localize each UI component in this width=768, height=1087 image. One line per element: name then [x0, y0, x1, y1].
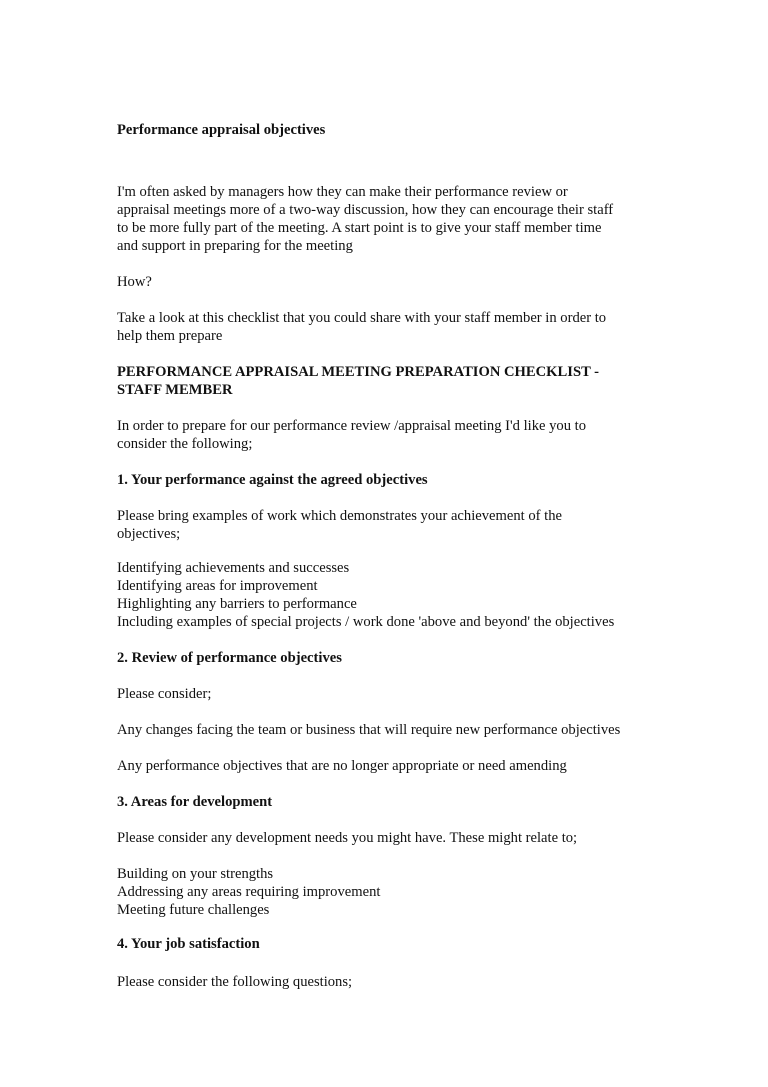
- text-line: Including examples of special projects / work done 'above and beyond' the objectives: [117, 614, 615, 630]
- text-line: How?: [117, 274, 152, 290]
- text-line: Take a look at this checklist that you could share with your staff member in order to: [117, 310, 607, 326]
- checklist-intro: [117, 309, 677, 345]
- section-1-list: [117, 559, 677, 631]
- text-line: 2. Review of performance objectives: [117, 650, 342, 666]
- text-line: I'm often asked by managers how they can make their performance review or: [117, 184, 568, 200]
- text-line: objectives;: [117, 526, 181, 542]
- text-line: and support in preparing for the meeting: [117, 238, 353, 254]
- prepare-paragraph: [117, 417, 677, 453]
- text-line: PERFORMANCE APPRAISAL MEETING PREPARATION CHECKLIST -: [117, 364, 600, 380]
- document-title: [117, 121, 677, 139]
- section-3-text: [117, 829, 677, 847]
- text-line: appraisal meetings more of a two-way discussion, how they can encourage their staff: [117, 202, 614, 218]
- text-line: STAFF MEMBER: [117, 382, 233, 398]
- text-line: In order to prepare for our performance review /appraisal meeting I'd like you to: [117, 418, 587, 434]
- text-line: Please consider any development needs you might have. These might relate to;: [117, 830, 578, 846]
- section-1-text: [117, 507, 677, 543]
- section-4-text: [117, 973, 677, 991]
- text-line: Highlighting any barriers to performance: [117, 596, 357, 612]
- text-line: Any performance objectives that are no longer appropriate or need amending: [117, 758, 567, 774]
- intro-paragraph: [117, 183, 677, 255]
- text-line: Performance appraisal objectives: [117, 122, 326, 138]
- section-3-heading: [117, 793, 677, 811]
- section-2-text: [117, 685, 677, 703]
- text-line: Please consider the following questions;: [117, 974, 353, 990]
- text-line: Meeting future challenges: [117, 902, 270, 918]
- section-1-heading: [117, 471, 677, 489]
- section-2-item-1: [117, 721, 677, 739]
- text-line: Identifying areas for improvement: [117, 578, 318, 594]
- text-line: help them prepare: [117, 328, 223, 344]
- how-question: [117, 273, 677, 291]
- text-line: Please bring examples of work which demonstrates your achievement of the: [117, 508, 562, 524]
- text-line: consider the following;: [117, 436, 253, 452]
- text-line: to be more fully part of the meeting. A start point is to give your staff member time: [117, 220, 602, 236]
- text-line: 4. Your job satisfaction: [117, 936, 260, 952]
- text-line: Building on your strengths: [117, 866, 274, 882]
- text-line: Identifying achievements and successes: [117, 560, 350, 576]
- text-line: 1. Your performance against the agreed objectives: [117, 472, 428, 488]
- section-2-item-2: [117, 757, 677, 775]
- text-line: Any changes facing the team or business that will require new performance objectives: [117, 722, 621, 738]
- section-3-list: [117, 865, 677, 919]
- text-line: Please consider;: [117, 686, 212, 702]
- section-4-heading: [117, 935, 677, 953]
- text-line: Addressing any areas requiring improvement: [117, 884, 381, 900]
- section-2-heading: [117, 649, 677, 667]
- text-line: 3. Areas for development: [117, 794, 273, 810]
- checklist-heading: [117, 363, 677, 399]
